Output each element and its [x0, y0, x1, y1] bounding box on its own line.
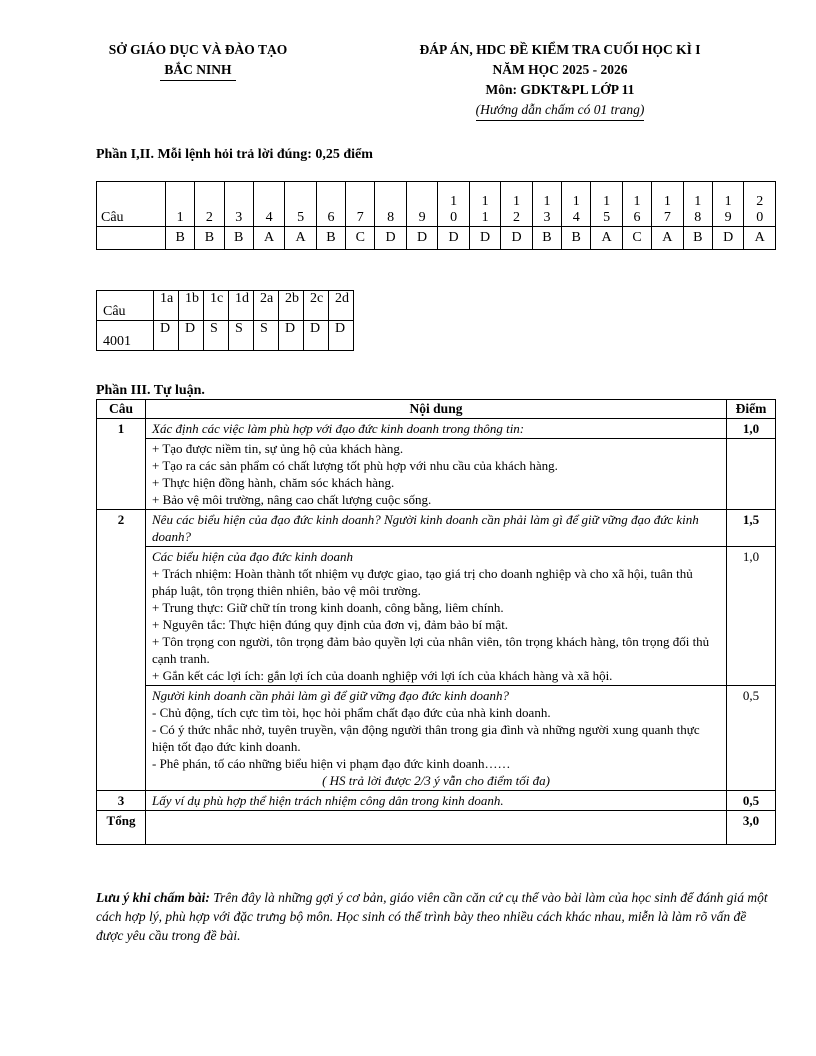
answer-cell: D [406, 227, 437, 250]
answer-cell: C [346, 227, 375, 250]
question-number-units: 1 [176, 210, 184, 225]
col-header-content: Nội dung [146, 400, 727, 419]
grading-note-label: Lưu ý khi chấm bài: [96, 890, 210, 905]
question-number-units: 9 [418, 210, 426, 225]
answer-cell: B [224, 227, 253, 250]
q3-question: Lấy ví dụ phù hợp thể hiện trách nhiệm công dân trong kinh doanh. [146, 791, 727, 811]
question-number-units: 4 [572, 210, 580, 225]
page-count-note: (Hướng dẫn chấm có 01 trang) [476, 100, 645, 121]
question-number-tens [285, 194, 315, 210]
answer-cell: D [712, 227, 743, 250]
tf-question: 2b [279, 291, 304, 321]
question-number-units: 3 [543, 210, 551, 225]
question-number-units: 5 [297, 210, 305, 225]
question-number-tens [346, 194, 374, 210]
answer-cell: D [469, 227, 500, 250]
question-number-tens: 1 [543, 194, 551, 209]
tf-answer: D [279, 321, 304, 351]
part1-label: Câu [97, 182, 166, 227]
answer-line: + Gắn kết các lợi ích: gắn lợi ích của doanh nghiệp với lợi ích của khách hàng và xã hội. [152, 668, 613, 683]
total-score: 3,0 [727, 811, 776, 845]
total-label: Tổng [97, 811, 146, 845]
question-number-units: 9 [724, 210, 732, 225]
answer-line: + Tạo ra các sản phẩm có chất lượng tốt phù hợp với nhu cầu của khách hàng. [152, 458, 558, 473]
answer-line: + Nguyên tắc: Thực hiện đúng quy định của đơn vị, đảm bảo bí mật. [152, 617, 509, 632]
answer-line: - Phê phán, tố cáo những biểu hiện vi phạm đạo đức kinh doanh…… [152, 756, 511, 771]
question-number-units: 7 [356, 210, 364, 225]
answer-cell: D [375, 227, 406, 250]
question-number [501, 182, 532, 227]
q1-score: 1,0 [727, 419, 776, 439]
question-number [683, 182, 712, 227]
question-number [285, 182, 316, 227]
question-number [591, 182, 622, 227]
essay-table [96, 399, 776, 845]
tf-answer: S [254, 321, 279, 351]
question-number [469, 182, 500, 227]
answer-line: + Tôn trọng con người, tôn trọng đảm bảo quyền lợi của nhân viên, tôn trọng khách hàng, tôn trọng đối thủ cạnh tranh. [152, 634, 710, 666]
tf-question: 1c [204, 291, 229, 321]
tf-answer: S [204, 321, 229, 351]
question-number-tens [195, 194, 223, 210]
question-number-tens [225, 194, 253, 210]
part2-code: 4001 [97, 321, 154, 351]
question-number [195, 182, 224, 227]
question-number-tens: 2 [756, 194, 764, 209]
question-number-units: 8 [387, 210, 395, 225]
question-number [438, 182, 469, 227]
question-number-tens: 1 [572, 194, 580, 209]
question-number-units: 1 [481, 210, 489, 225]
question-number-tens: 1 [633, 194, 641, 209]
answer-line: - Chủ động, tích cực tìm tòi, học hỏi phẩm chất đạo đức của nhà kinh doanh. [152, 705, 551, 720]
question-number-tens: 1 [513, 194, 521, 209]
question-number [166, 182, 195, 227]
question-number [406, 182, 437, 227]
question-number-tens [407, 194, 437, 210]
question-number [744, 182, 776, 227]
question-number-units: 7 [663, 210, 671, 225]
q1-answers [146, 439, 727, 510]
part3-title: Phần III. Tự luận. [96, 383, 205, 398]
q2a-score: 1,0 [727, 547, 776, 686]
question-number [712, 182, 743, 227]
question-number [562, 182, 591, 227]
answer-line: + Bảo vệ môi trường, nâng cao chất lượng cuộc sống. [152, 492, 432, 507]
question-number-units: 5 [603, 210, 611, 225]
answer-cell: D [501, 227, 532, 250]
tf-answer: D [329, 321, 354, 351]
q1-number: 1 [97, 419, 146, 510]
question-number-units: 6 [327, 210, 335, 225]
col-header-score: Điểm [727, 400, 776, 419]
question-number-tens: 1 [450, 194, 458, 209]
question-number-tens: 1 [724, 194, 732, 209]
tf-answer: S [229, 321, 254, 351]
q2b-heading: Người kinh doanh cần phải làm gì để giữ vững đạo đức kinh doanh? [152, 688, 510, 703]
q3-score: 0,5 [727, 791, 776, 811]
q2b-note: ( HS trả lời được 2/3 ý vẫn cho điểm tối đa) [322, 773, 550, 788]
header-left [88, 40, 308, 81]
question-number-units: 0 [756, 210, 764, 225]
answer-cell: B [195, 227, 224, 250]
question-number-tens [254, 194, 284, 210]
question-number [253, 182, 284, 227]
question-number-tens: 1 [694, 194, 702, 209]
question-number-units: 2 [513, 210, 521, 225]
part2-label: Câu [97, 291, 154, 321]
question-number-units: 4 [265, 210, 273, 225]
question-number-tens [317, 194, 345, 210]
tf-question: 2c [304, 291, 329, 321]
col-header-cau: Câu [97, 400, 146, 419]
question-number [316, 182, 345, 227]
answer-cell: A [652, 227, 683, 250]
q3-number: 3 [97, 791, 146, 811]
q2a-heading: Các biểu hiện của đạo đức kinh doanh [152, 549, 353, 564]
grading-note-text: Trên đây là những gợi ý cơ bản, giáo viên cần căn cứ cụ thể vào bài làm của học sinh để đánh giá một cách hợp lý, phù hợp với đặc trưng bộ môn. Học sinh có thể trình bày theo nhiều cách khác nhau, miễn là làm rõ vấn đề được yêu cầu trong đề bài. [96, 890, 768, 943]
question-number-units: 3 [235, 210, 243, 225]
question-number-units: 0 [450, 210, 458, 225]
question-number [532, 182, 561, 227]
question-number-tens: 1 [481, 194, 489, 209]
tf-answer: D [304, 321, 329, 351]
answer-line: + Trách nhiệm: Hoàn thành tốt nhiệm vụ được giao, tạo giá trị cho doanh nghiệp và cho xã hội, tuân thủ pháp luật, tôn trọng thiên nhiên, bảo vệ môi trường. [152, 566, 693, 598]
question-number-tens [166, 194, 194, 210]
tf-question: 1a [154, 291, 179, 321]
answer-cell: B [683, 227, 712, 250]
question-number-tens: 1 [603, 194, 611, 209]
answer-cell: B [532, 227, 561, 250]
q2a-answers [146, 547, 727, 686]
question-number-units: 2 [205, 210, 213, 225]
q1-question: Xác định các việc làm phù hợp với đạo đức kinh doanh trong thông tin: [146, 419, 727, 439]
question-number-tens: 1 [663, 194, 671, 209]
question-number-units: 8 [694, 210, 702, 225]
doc-title: ĐÁP ÁN, HDC ĐỀ KIỂM TRA CUỐI HỌC KÌ I [419, 42, 701, 57]
answer-cell: C [622, 227, 651, 250]
q2b-score: 0,5 [727, 686, 776, 791]
answer-cell: A [591, 227, 622, 250]
question-number [375, 182, 406, 227]
q2b-answers [146, 686, 727, 791]
question-number [652, 182, 683, 227]
header-right [380, 40, 740, 121]
answer-cell: B [562, 227, 591, 250]
q2-question: Nêu các biểu hiện của đạo đức kinh doanh? Người kinh doanh cần phải làm gì để giữ vững đạo đức kinh doanh? [146, 510, 727, 547]
department-name: SỞ GIÁO DỤC VÀ ĐÀO TẠO [108, 42, 288, 57]
part1-answer-label-cell [97, 227, 166, 250]
tf-answer: D [154, 321, 179, 351]
q2-number: 2 [97, 510, 146, 791]
answer-cell: A [253, 227, 284, 250]
grading-note [96, 888, 776, 945]
q2-score: 1,5 [727, 510, 776, 547]
tf-answer: D [179, 321, 204, 351]
question-number-units: 6 [633, 210, 641, 225]
answer-line: + Trung thực: Giữ chữ tín trong kinh doanh, công bằng, liêm chính. [152, 600, 504, 615]
answer-line: - Có ý thức nhắc nhở, tuyên truyền, vận động người thân trong gia đình và những người xung quanh thực hiện tốt đạo đức kinh doanh. [152, 722, 700, 754]
answer-line: + Tạo được niềm tin, sự ủng hộ của khách hàng. [152, 441, 404, 456]
school-year: NĂM HỌC 2025 - 2026 [492, 62, 628, 77]
answer-line: + Thực hiện đồng hành, chăm sóc khách hàng. [152, 475, 395, 490]
part2-answer-table [96, 290, 354, 351]
answer-cell: D [438, 227, 469, 250]
tf-question: 2d [329, 291, 354, 321]
tf-question: 2a [254, 291, 279, 321]
answer-cell: B [316, 227, 345, 250]
question-number-tens [375, 194, 405, 210]
question-number [346, 182, 375, 227]
province-name: BẮC NINH [160, 60, 235, 81]
subject: Môn: GDKT&PL LỚP 11 [485, 82, 635, 97]
question-number [224, 182, 253, 227]
part1-answer-table [96, 181, 776, 250]
answer-cell: A [285, 227, 316, 250]
tf-question: 1b [179, 291, 204, 321]
answer-cell: A [744, 227, 776, 250]
tf-question: 1d [229, 291, 254, 321]
question-number [622, 182, 651, 227]
answer-cell: B [166, 227, 195, 250]
part12-title: Phần I,II. Mỗi lệnh hỏi trả lời đúng: 0,25 điểm [96, 147, 373, 162]
